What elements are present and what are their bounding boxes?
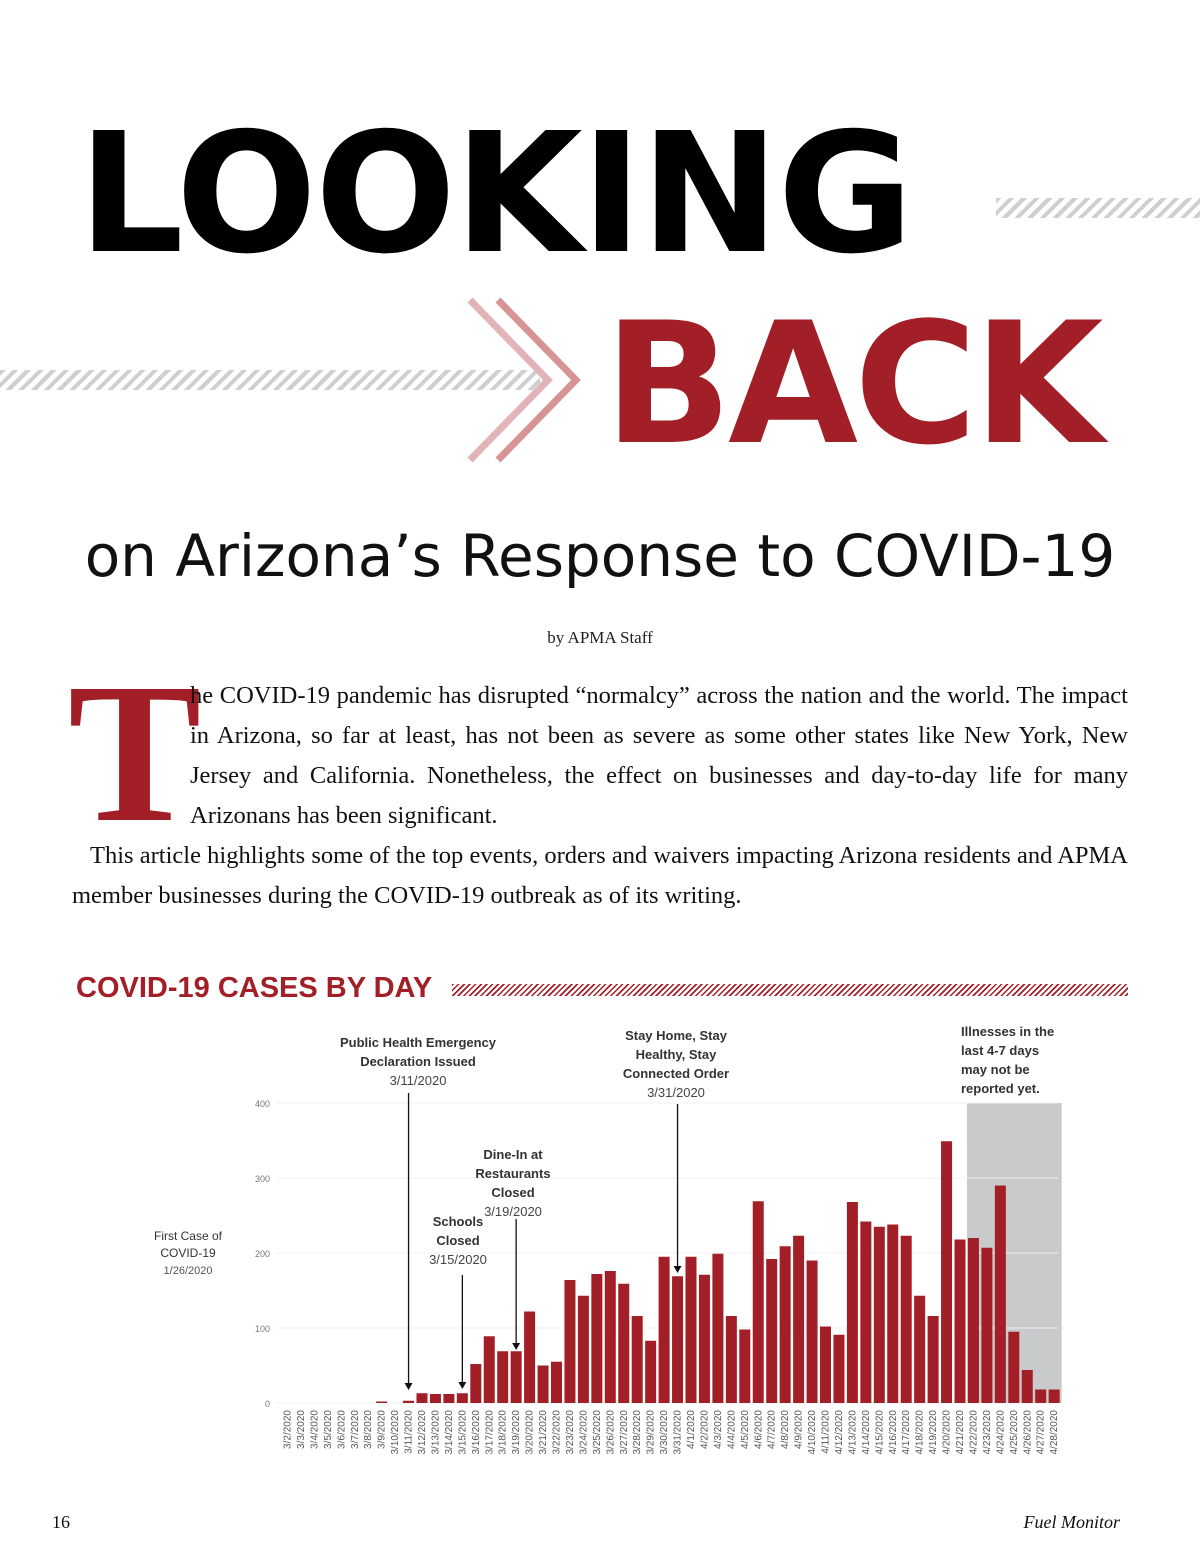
annotation-label: Declaration Issued — [360, 1054, 476, 1069]
x-tick-label: 4/17/2020 — [901, 1410, 913, 1455]
bar — [833, 1335, 844, 1403]
bar — [753, 1201, 764, 1403]
bar — [860, 1222, 871, 1404]
x-tick-label: 3/28/2020 — [632, 1410, 644, 1455]
bar — [807, 1261, 818, 1404]
section-title: COVID-19 CASES BY DAY — [76, 972, 433, 1004]
x-tick-label: 4/21/2020 — [955, 1410, 966, 1455]
bar — [497, 1351, 508, 1403]
x-tick-label: 3/30/2020 — [659, 1410, 671, 1455]
x-tick-label: 3/24/2020 — [578, 1410, 590, 1455]
x-tick-label: 4/19/2020 — [928, 1410, 940, 1455]
bar — [632, 1316, 643, 1403]
x-tick-label: 4/4/2020 — [726, 1410, 738, 1449]
shaded-region-note: Illnesses in the — [961, 1024, 1055, 1039]
x-tick-label: 4/26/2020 — [1022, 1410, 1034, 1455]
bar — [578, 1296, 589, 1403]
bar — [766, 1259, 777, 1403]
bar — [618, 1284, 629, 1403]
bar — [564, 1280, 575, 1403]
title-back: BACK — [604, 286, 1100, 482]
drop-cap: T — [68, 643, 202, 864]
first-case-label: First Case of — [153, 1229, 223, 1243]
bar — [686, 1257, 697, 1403]
x-tick-label: 4/6/2020 — [753, 1410, 765, 1449]
bar — [780, 1246, 791, 1403]
bar — [511, 1351, 522, 1403]
bar — [457, 1393, 468, 1403]
y-tick-label: 100 — [254, 1324, 270, 1334]
y-tick-label: 300 — [254, 1174, 270, 1184]
annotation-date: 3/19/2020 — [484, 1204, 542, 1219]
x-tick-label: 3/13/2020 — [430, 1410, 442, 1455]
bar — [1022, 1370, 1033, 1403]
x-tick-label: 4/5/2020 — [739, 1410, 751, 1449]
annotation-label: Public Health Emergency — [339, 1035, 497, 1050]
x-tick-label: 4/3/2020 — [712, 1410, 724, 1449]
bar — [1035, 1390, 1046, 1404]
x-tick-label: 4/2/2020 — [699, 1410, 711, 1449]
x-tick-label: 3/31/2020 — [672, 1410, 684, 1455]
bar — [591, 1274, 602, 1403]
x-tick-label: 4/8/2020 — [780, 1410, 792, 1449]
shaded-region-note: may not be — [961, 1062, 1030, 1077]
bar — [847, 1202, 858, 1403]
y-tick-label: 0 — [264, 1399, 270, 1409]
article-paragraph-2: This article highlights some of the top events, orders and waivers impacting Arizona residents and APMA member businesses during the COVID-19 outbreak as of its writing. — [72, 842, 1128, 909]
bar — [793, 1236, 804, 1403]
x-tick-label: 3/29/2020 — [645, 1410, 657, 1455]
x-tick-label: 4/10/2020 — [807, 1410, 819, 1455]
title-looking: LOOKING — [78, 98, 912, 291]
x-tick-label: 3/4/2020 — [309, 1410, 321, 1449]
bar — [645, 1341, 656, 1403]
bar — [538, 1366, 549, 1404]
bar — [914, 1296, 925, 1403]
y-tick-label: 400 — [254, 1099, 270, 1109]
x-tick-label: 4/23/2020 — [981, 1410, 993, 1455]
annotation-arrowhead — [405, 1383, 413, 1390]
x-tick-label: 3/17/2020 — [484, 1410, 496, 1455]
x-tick-label: 4/1/2020 — [686, 1410, 697, 1449]
x-tick-label: 4/20/2020 — [941, 1410, 953, 1455]
x-tick-label: 4/24/2020 — [995, 1410, 1007, 1455]
annotation-arrowhead — [512, 1343, 520, 1350]
shaded-region-note: reported yet. — [961, 1081, 1040, 1096]
bar — [941, 1141, 952, 1403]
bar — [1049, 1390, 1060, 1404]
page-number: 16 — [52, 1512, 70, 1532]
x-tick-label: 3/9/2020 — [376, 1410, 388, 1449]
x-tick-label: 3/8/2020 — [363, 1410, 375, 1449]
x-tick-label: 4/15/2020 — [874, 1410, 886, 1455]
bar — [470, 1364, 481, 1403]
x-tick-label: 4/11/2020 — [820, 1410, 832, 1454]
x-tick-label: 3/6/2020 — [336, 1410, 348, 1449]
bar — [874, 1227, 885, 1403]
x-tick-label: 4/18/2020 — [914, 1410, 926, 1455]
x-tick-label: 3/19/2020 — [511, 1410, 523, 1455]
bar — [1008, 1332, 1019, 1403]
x-tick-label: 3/23/2020 — [564, 1410, 576, 1455]
annotation-date: 3/15/2020 — [429, 1252, 487, 1267]
subtitle: on Arizona’s Response to COVID-19 — [84, 522, 1116, 590]
x-tick-label: 4/27/2020 — [1035, 1410, 1047, 1455]
bar — [551, 1362, 562, 1403]
x-tick-label: 4/25/2020 — [1008, 1410, 1020, 1455]
bar — [901, 1236, 912, 1403]
x-tick-label: 3/15/2020 — [457, 1410, 469, 1455]
y-tick-label: 200 — [254, 1249, 270, 1259]
x-tick-label: 3/3/2020 — [295, 1410, 307, 1449]
x-tick-label: 4/9/2020 — [793, 1410, 805, 1449]
bar — [739, 1330, 750, 1404]
annotation-label: Closed — [491, 1185, 535, 1200]
x-tick-label: 4/28/2020 — [1049, 1410, 1061, 1455]
bar — [443, 1394, 454, 1403]
x-tick-label: 3/22/2020 — [551, 1410, 563, 1455]
bar — [376, 1402, 387, 1404]
x-tick-label: 3/21/2020 — [538, 1410, 550, 1455]
bar — [524, 1312, 535, 1404]
shaded-region-note: last 4-7 days — [961, 1043, 1040, 1058]
bar — [605, 1271, 616, 1403]
first-case-label: COVID-19 — [160, 1246, 216, 1260]
annotation-label: Schools — [432, 1214, 484, 1229]
annotation-label: Healthy, Stay — [635, 1047, 717, 1062]
byline: by APMA Staff — [547, 628, 653, 647]
bar — [430, 1394, 441, 1403]
x-tick-label: 3/26/2020 — [605, 1410, 617, 1455]
bar — [726, 1316, 737, 1403]
bar — [699, 1275, 710, 1403]
x-tick-label: 3/18/2020 — [497, 1410, 509, 1455]
bar — [995, 1186, 1006, 1404]
annotation-date: 3/31/2020 — [647, 1085, 705, 1100]
x-tick-label: 3/12/2020 — [417, 1410, 428, 1455]
bar — [659, 1257, 670, 1403]
bar — [928, 1316, 939, 1403]
x-tick-label: 3/16/2020 — [470, 1410, 482, 1455]
bar — [712, 1254, 723, 1403]
x-tick-label: 4/22/2020 — [968, 1410, 980, 1455]
x-tick-label: 3/2/2020 — [282, 1410, 294, 1449]
bar — [417, 1393, 428, 1403]
bar — [820, 1327, 831, 1404]
annotation-date: 3/11/2020 — [389, 1073, 447, 1088]
bar — [887, 1225, 898, 1404]
bar — [403, 1401, 414, 1403]
x-tick-label: 3/5/2020 — [322, 1410, 334, 1449]
bar — [484, 1336, 495, 1403]
x-tick-label: 3/7/2020 — [349, 1410, 361, 1449]
annotation-label: Closed — [436, 1233, 480, 1248]
x-tick-label: 3/25/2020 — [591, 1410, 603, 1455]
x-tick-label: 3/20/2020 — [524, 1410, 536, 1455]
x-tick-label: 3/10/2020 — [390, 1410, 402, 1455]
bar — [672, 1276, 683, 1403]
x-tick-label: 3/27/2020 — [618, 1410, 630, 1455]
annotation-label: Restaurants — [475, 1166, 551, 1181]
x-tick-label: 4/7/2020 — [766, 1410, 778, 1449]
annotation-label: Dine-In at — [483, 1147, 543, 1162]
first-case-date: 1/26/2020 — [163, 1265, 213, 1277]
annotation-arrowhead — [458, 1382, 466, 1389]
bar — [955, 1240, 966, 1404]
x-tick-label: 4/13/2020 — [847, 1410, 859, 1455]
annotation-arrowhead — [674, 1266, 682, 1273]
x-tick-label: 4/14/2020 — [860, 1410, 872, 1455]
article-paragraph-1: he COVID-19 pandemic has disrupted “normalcy” across the nation and the world. The impact in Arizona, so far at least, has not been as severe as some other states like New York, New Jersey and California. Nonetheless, the effect on businesses and day-to-day life for many Arizonans has been significant. — [190, 682, 1128, 829]
annotation-label: Connected Order — [622, 1066, 730, 1081]
bar — [981, 1248, 992, 1403]
publication-name: Fuel Monitor — [1023, 1512, 1120, 1532]
bar — [968, 1238, 979, 1403]
x-tick-label: 4/16/2020 — [887, 1410, 899, 1455]
x-tick-label: 3/14/2020 — [443, 1410, 455, 1455]
x-tick-label: 4/12/2020 — [833, 1410, 845, 1455]
annotation-label: Stay Home, Stay — [625, 1028, 727, 1043]
x-tick-label: 3/11/2020 — [403, 1410, 415, 1454]
